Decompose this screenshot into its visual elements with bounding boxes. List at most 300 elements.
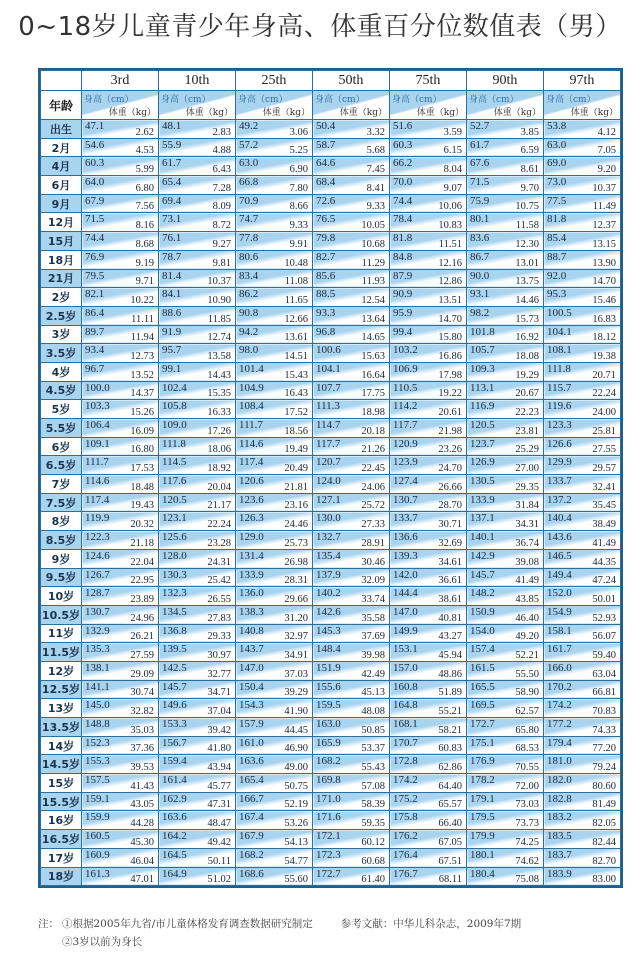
weight-value: 63.04 xyxy=(592,668,616,680)
height-value: 136.8 xyxy=(162,624,187,637)
value-cell xyxy=(390,475,467,494)
height-value: 130.7 xyxy=(85,605,110,618)
weight-value: 30.46 xyxy=(361,556,385,568)
value-cell xyxy=(313,867,390,886)
height-value: 167.9 xyxy=(239,830,264,843)
value-cell xyxy=(467,792,544,811)
height-value: 142.9 xyxy=(470,549,495,562)
value-cell xyxy=(159,755,236,774)
weight-value: 68.53 xyxy=(515,743,539,755)
height-value: 175.8 xyxy=(393,811,418,824)
value-cell xyxy=(159,157,236,176)
weight-value: 4.88 xyxy=(212,145,231,157)
age-cell: 8.5岁 xyxy=(41,531,82,550)
weight-value: 37.03 xyxy=(284,668,308,680)
height-value: 130.3 xyxy=(162,568,187,581)
height-value: 179.5 xyxy=(470,811,495,824)
table-row xyxy=(41,269,621,288)
value-cell xyxy=(82,194,159,213)
value-cell xyxy=(236,138,313,157)
weight-value: 9.33 xyxy=(366,201,385,213)
value-cell xyxy=(82,306,159,325)
table-row xyxy=(41,811,621,830)
height-value: 52.7 xyxy=(470,120,490,132)
height-value: 126.6 xyxy=(547,437,572,450)
table-row xyxy=(41,493,621,512)
weight-value: 15.63 xyxy=(361,350,385,362)
height-value: 143.6 xyxy=(547,531,572,544)
height-value: 120.5 xyxy=(470,419,495,431)
weight-value: 74.25 xyxy=(515,836,539,848)
weight-value: 41.49 xyxy=(592,537,616,549)
value-cell xyxy=(159,400,236,419)
height-value: 83.6 xyxy=(470,232,490,245)
value-cell xyxy=(390,456,467,475)
value-cell xyxy=(159,437,236,456)
value-cell xyxy=(544,531,621,550)
value-cell xyxy=(390,250,467,269)
reference: 参考文献：中华儿科杂志，2009年7期 xyxy=(340,918,522,930)
weight-value: 35.58 xyxy=(361,612,385,624)
weight-value: 45.30 xyxy=(130,836,154,848)
value-cell xyxy=(544,624,621,643)
weight-value: 26.66 xyxy=(438,481,462,493)
weight-value: 10.75 xyxy=(515,201,539,213)
age-cell: 5岁 xyxy=(41,400,82,419)
table-row xyxy=(41,232,621,251)
notes-label: 注： xyxy=(38,918,59,930)
value-cell xyxy=(313,250,390,269)
height-value: 88.6 xyxy=(162,306,182,319)
value-cell xyxy=(82,250,159,269)
weight-value: 73.73 xyxy=(515,818,539,830)
percentile-header: 90th xyxy=(467,71,544,91)
value-cell xyxy=(467,830,544,849)
value-cell xyxy=(390,288,467,307)
weight-value: 3.32 xyxy=(366,126,385,138)
value-cell xyxy=(544,419,621,438)
value-cell xyxy=(467,512,544,531)
value-cell xyxy=(390,699,467,718)
value-cell xyxy=(236,213,313,232)
height-value: 123.3 xyxy=(547,419,572,431)
age-cell: 6岁 xyxy=(41,437,82,456)
value-cell xyxy=(467,624,544,643)
value-cell xyxy=(390,643,467,662)
height-label: 身高（cm） xyxy=(315,95,365,105)
value-cell xyxy=(82,176,159,195)
value-cell xyxy=(467,194,544,213)
value-cell xyxy=(390,194,467,213)
value-cell xyxy=(313,362,390,381)
weight-value: 16.33 xyxy=(207,407,231,418)
table-row xyxy=(41,250,621,269)
height-value: 79.8 xyxy=(316,232,336,245)
value-cell xyxy=(313,605,390,624)
table-row xyxy=(41,643,621,662)
height-value: 103.3 xyxy=(85,400,110,413)
age-cell: 7岁 xyxy=(41,475,82,494)
weight-value: 41.90 xyxy=(284,706,308,717)
age-cell: 2.5岁 xyxy=(41,306,82,325)
table-row xyxy=(41,587,621,606)
weight-value: 55.50 xyxy=(515,668,539,680)
height-value: 157.4 xyxy=(470,643,495,656)
height-value: 115.7 xyxy=(547,381,572,394)
weight-value: 18.08 xyxy=(515,350,539,362)
height-value: 147.0 xyxy=(393,605,418,618)
value-cell xyxy=(313,456,390,475)
value-cell xyxy=(313,699,390,718)
value-cell xyxy=(236,475,313,494)
value-cell xyxy=(313,288,390,307)
weight-value: 5.99 xyxy=(135,164,154,176)
weight-value: 49.00 xyxy=(284,762,308,774)
weight-value: 28.70 xyxy=(438,500,462,512)
weight-value: 27.55 xyxy=(592,444,616,456)
weight-value: 15.80 xyxy=(438,332,462,344)
height-value: 58.7 xyxy=(316,138,336,151)
height-value: 150.4 xyxy=(239,680,264,693)
weight-value: 7.80 xyxy=(289,182,308,194)
height-value: 148.8 xyxy=(85,718,110,730)
value-cell xyxy=(467,848,544,867)
height-value: 155.6 xyxy=(316,680,341,693)
value-cell xyxy=(390,493,467,512)
height-value: 64.0 xyxy=(85,176,105,189)
value-cell xyxy=(313,549,390,568)
value-cell xyxy=(236,661,313,680)
table-row xyxy=(41,288,621,307)
value-cell xyxy=(467,232,544,251)
weight-label: 体重（kg） xyxy=(570,108,618,118)
value-cell xyxy=(390,867,467,886)
value-cell xyxy=(313,736,390,755)
value-cell xyxy=(544,288,621,307)
height-value: 80.1 xyxy=(470,213,490,226)
value-cell xyxy=(313,120,390,139)
value-cell xyxy=(313,661,390,680)
weight-value: 56.07 xyxy=(592,631,616,643)
height-value: 159.9 xyxy=(85,811,110,824)
weight-value: 54.13 xyxy=(284,836,308,848)
weight-value: 36.74 xyxy=(515,537,539,549)
height-value: 158.1 xyxy=(547,624,572,637)
value-cell xyxy=(544,718,621,737)
weight-value: 82.05 xyxy=(592,818,616,830)
value-cell xyxy=(390,269,467,288)
weight-value: 72.00 xyxy=(515,780,539,792)
weight-value: 7.56 xyxy=(135,201,154,213)
value-cell xyxy=(159,381,236,400)
value-cell xyxy=(236,157,313,176)
value-cell xyxy=(313,811,390,830)
weight-value: 6.80 xyxy=(135,182,154,194)
height-value: 49.2 xyxy=(239,120,259,132)
value-cell xyxy=(390,587,467,606)
weight-value: 16.09 xyxy=(130,425,154,437)
height-value: 120.5 xyxy=(162,493,187,506)
weight-value: 58.90 xyxy=(515,687,539,699)
weight-value: 13.58 xyxy=(207,350,231,362)
height-value: 130.0 xyxy=(316,512,341,525)
value-cell xyxy=(236,605,313,624)
value-cell xyxy=(313,232,390,251)
weight-value: 82.44 xyxy=(592,836,616,848)
height-value: 170.2 xyxy=(547,680,572,693)
weight-value: 41.49 xyxy=(515,575,539,587)
height-value: 110.5 xyxy=(393,381,418,394)
value-cell xyxy=(313,437,390,456)
height-value: 124.6 xyxy=(85,549,110,562)
weight-value: 51.89 xyxy=(438,687,462,699)
weight-value: 8.16 xyxy=(135,220,154,232)
value-cell xyxy=(159,643,236,662)
height-value: 145.0 xyxy=(85,699,110,712)
value-cell xyxy=(236,680,313,699)
height-value: 104.1 xyxy=(547,325,572,338)
age-cell: 17岁 xyxy=(41,848,82,867)
value-cell xyxy=(390,213,467,232)
value-cell xyxy=(82,419,159,438)
height-value: 165.4 xyxy=(239,774,264,787)
height-value: 53.8 xyxy=(547,120,567,132)
height-value: 72.6 xyxy=(316,194,336,207)
value-cell xyxy=(82,848,159,867)
weight-value: 13.52 xyxy=(130,369,154,381)
weight-value: 30.74 xyxy=(130,687,154,699)
height-value: 161.3 xyxy=(85,867,110,880)
value-cell xyxy=(390,568,467,587)
value-cell xyxy=(236,232,313,251)
weight-value: 16.83 xyxy=(592,313,616,325)
weight-value: 23.28 xyxy=(207,537,231,549)
weight-value: 13.90 xyxy=(592,257,616,269)
height-value: 127.4 xyxy=(393,475,418,488)
value-cell xyxy=(82,512,159,531)
height-value: 161.4 xyxy=(162,774,187,787)
weight-value: 60.83 xyxy=(438,743,462,755)
measure-subheader xyxy=(159,91,236,120)
value-cell xyxy=(236,792,313,811)
height-value: 178.2 xyxy=(470,774,495,787)
height-value: 163.0 xyxy=(316,718,341,730)
height-value: 164.8 xyxy=(393,699,418,712)
weight-value: 75.08 xyxy=(515,874,539,886)
value-cell xyxy=(544,568,621,587)
table-row xyxy=(41,157,621,176)
value-cell xyxy=(82,736,159,755)
value-cell xyxy=(236,531,313,550)
age-cell: 8岁 xyxy=(41,512,82,531)
value-cell xyxy=(390,624,467,643)
height-value: 66.8 xyxy=(239,176,259,189)
age-cell: 2岁 xyxy=(41,288,82,307)
age-cell: 15.5岁 xyxy=(41,792,82,811)
weight-value: 13.75 xyxy=(515,276,539,288)
value-cell xyxy=(313,194,390,213)
height-value: 162.9 xyxy=(162,792,187,805)
value-cell xyxy=(82,381,159,400)
height-value: 104.1 xyxy=(316,362,341,375)
height-value: 76.9 xyxy=(85,250,105,263)
weight-value: 77.20 xyxy=(592,743,616,755)
height-value: 95.9 xyxy=(393,306,413,319)
weight-value: 39.08 xyxy=(515,556,539,568)
value-cell xyxy=(159,288,236,307)
weight-value: 27.33 xyxy=(361,519,385,531)
height-value: 147.0 xyxy=(239,661,264,674)
weight-value: 6.43 xyxy=(212,164,231,176)
value-cell xyxy=(467,362,544,381)
value-cell xyxy=(467,811,544,830)
value-cell xyxy=(390,306,467,325)
height-value: 183.5 xyxy=(547,830,572,843)
height-label: 身高（cm） xyxy=(84,95,134,105)
weight-value: 20.61 xyxy=(438,407,462,418)
value-cell xyxy=(313,587,390,606)
weight-value: 42.49 xyxy=(361,668,385,680)
weight-value: 39.53 xyxy=(130,762,154,774)
height-value: 157.0 xyxy=(393,661,418,674)
value-cell xyxy=(390,344,467,363)
weight-value: 39.98 xyxy=(361,649,385,661)
value-cell xyxy=(236,587,313,606)
height-value: 100.0 xyxy=(85,381,110,394)
weight-value: 14.37 xyxy=(130,388,154,400)
height-value: 155.3 xyxy=(85,755,110,768)
age-cell: 16.5岁 xyxy=(41,830,82,849)
value-cell xyxy=(236,493,313,512)
height-value: 114.6 xyxy=(85,475,110,488)
height-value: 65.4 xyxy=(162,176,182,189)
value-cell xyxy=(313,792,390,811)
height-value: 183.2 xyxy=(547,811,572,824)
value-cell xyxy=(236,830,313,849)
height-value: 128.0 xyxy=(162,549,187,562)
weight-value: 20.32 xyxy=(130,519,154,531)
value-cell xyxy=(159,475,236,494)
weight-value: 26.55 xyxy=(207,593,231,605)
age-cell: 3.5岁 xyxy=(41,344,82,363)
height-value: 166.0 xyxy=(547,661,572,674)
weight-value: 17.53 xyxy=(130,463,154,475)
height-value: 145.7 xyxy=(470,568,495,581)
value-cell xyxy=(82,232,159,251)
weight-value: 67.05 xyxy=(438,836,462,848)
weight-value: 12.86 xyxy=(438,276,462,288)
weight-value: 4.53 xyxy=(135,145,154,157)
value-cell xyxy=(467,531,544,550)
height-value: 130.5 xyxy=(470,475,495,488)
value-cell xyxy=(313,138,390,157)
weight-value: 52.19 xyxy=(284,799,308,811)
weight-value: 60.12 xyxy=(361,836,385,848)
height-label: 身高（cm） xyxy=(161,95,211,105)
age-cell: 13岁 xyxy=(41,699,82,718)
value-cell xyxy=(467,288,544,307)
height-value: 183.7 xyxy=(547,848,572,861)
value-cell xyxy=(467,138,544,157)
height-value: 69.0 xyxy=(547,157,567,170)
weight-value: 34.91 xyxy=(284,649,308,661)
weight-value: 55.60 xyxy=(284,874,308,886)
table-row xyxy=(41,531,621,550)
weight-label: 体重（kg） xyxy=(185,108,233,118)
height-value: 182.0 xyxy=(547,774,572,787)
value-cell xyxy=(82,605,159,624)
height-value: 88.5 xyxy=(316,288,336,301)
value-cell xyxy=(82,475,159,494)
value-cell xyxy=(390,362,467,381)
value-cell xyxy=(236,643,313,662)
value-cell xyxy=(82,699,159,718)
weight-value: 37.69 xyxy=(361,631,385,643)
value-cell xyxy=(390,792,467,811)
height-value: 168.6 xyxy=(239,867,264,880)
height-value: 84.8 xyxy=(393,250,413,263)
height-value: 73.1 xyxy=(162,213,182,226)
height-value: 106.4 xyxy=(85,419,110,431)
height-value: 81.8 xyxy=(393,232,413,245)
value-cell xyxy=(159,549,236,568)
height-value: 73.0 xyxy=(547,176,567,189)
value-cell xyxy=(236,194,313,213)
height-value: 172.7 xyxy=(316,867,341,880)
weight-value: 64.40 xyxy=(438,780,462,792)
weight-value: 24.46 xyxy=(284,519,308,531)
weight-value: 12.74 xyxy=(207,332,231,344)
weight-value: 37.36 xyxy=(130,743,154,755)
height-value: 71.5 xyxy=(85,213,105,226)
value-cell xyxy=(82,811,159,830)
weight-value: 9.71 xyxy=(135,276,154,288)
weight-label: 体重（kg） xyxy=(108,108,156,118)
value-cell xyxy=(236,381,313,400)
value-cell xyxy=(390,512,467,531)
value-cell xyxy=(544,306,621,325)
table-row xyxy=(41,568,621,587)
height-value: 135.4 xyxy=(316,549,341,562)
weight-value: 7.45 xyxy=(366,164,385,176)
weight-value: 45.13 xyxy=(361,687,385,699)
weight-value: 11.29 xyxy=(361,257,385,269)
height-value: 69.4 xyxy=(162,194,182,207)
value-cell xyxy=(159,362,236,381)
value-cell xyxy=(82,867,159,886)
table-row xyxy=(41,325,621,344)
measure-subheader xyxy=(467,91,544,120)
weight-value: 17.98 xyxy=(438,369,462,381)
value-cell xyxy=(159,605,236,624)
weight-value: 35.03 xyxy=(130,724,154,736)
age-cell: 10.5岁 xyxy=(41,605,82,624)
value-cell xyxy=(544,867,621,886)
value-cell xyxy=(390,325,467,344)
weight-value: 11.11 xyxy=(131,313,154,325)
value-cell xyxy=(390,605,467,624)
height-value: 78.7 xyxy=(162,250,182,263)
weight-value: 41.43 xyxy=(130,780,154,792)
height-value: 172.8 xyxy=(393,755,418,768)
value-cell xyxy=(236,512,313,531)
height-value: 99.4 xyxy=(393,325,413,338)
height-value: 114.6 xyxy=(239,437,264,450)
weight-value: 34.71 xyxy=(207,687,231,699)
value-cell xyxy=(467,344,544,363)
weight-value: 26.98 xyxy=(284,556,308,568)
weight-value: 6.59 xyxy=(520,145,539,157)
